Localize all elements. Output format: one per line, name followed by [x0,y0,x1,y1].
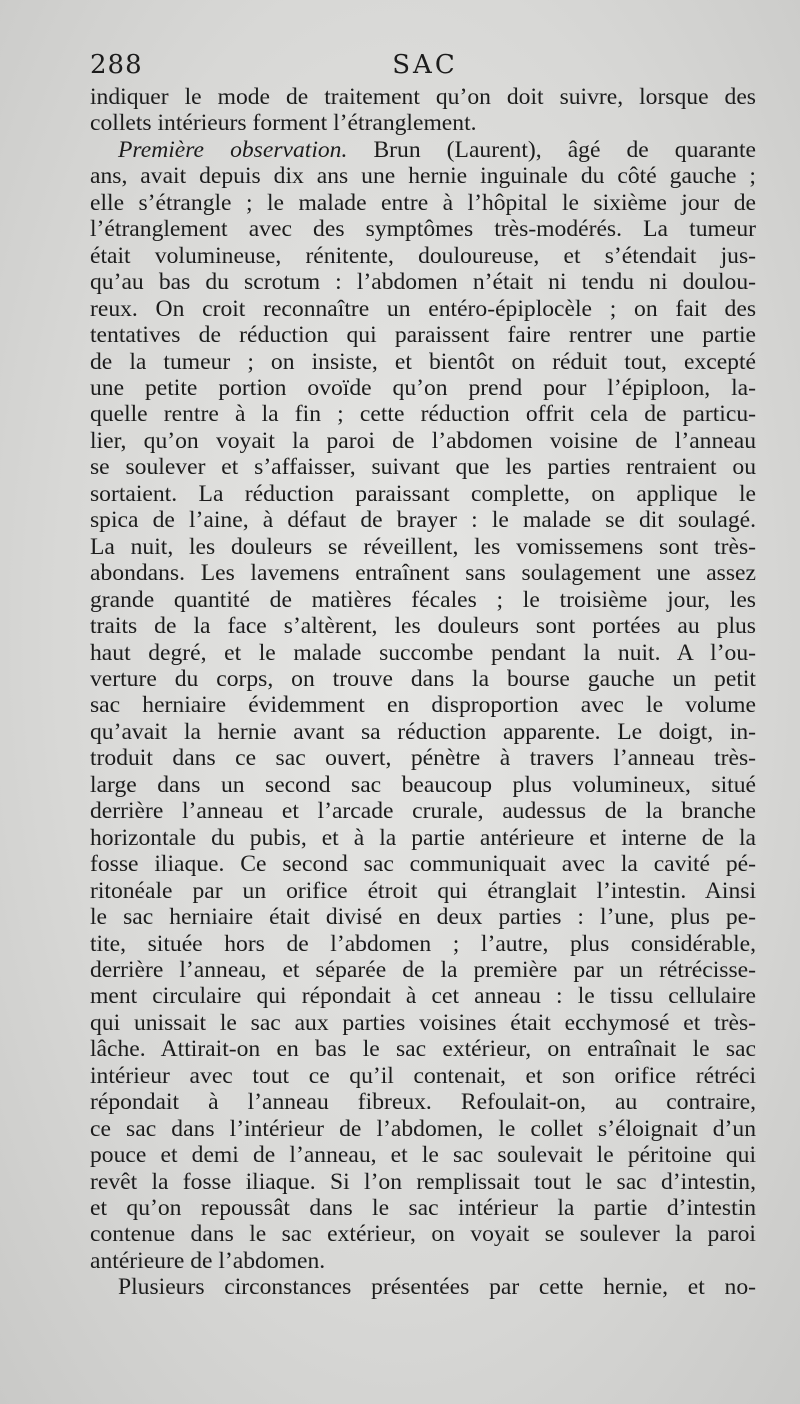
text-line: tite, située hors de l’abdomen ; l’autre, plus considérable, [90,930,756,957]
text-line: reux. On croit reconnaître un entéro-épiplocèle ; on fait des [90,295,756,322]
text-line: une petite portion ovoïde qu’on prend pour l’épiploon, la- [90,374,756,401]
text-line: derrière l’anneau, et séparée de la première par un rétrécisse- [90,956,756,983]
text-line: l’étranglement avec des symptômes très-modérés. La tumeur [90,216,756,243]
text-line: lier, qu’on voyait la paroi de l’abdomen voisine de l’anneau [90,427,756,454]
text-line: sortaient. La réduction paraissant complette, on applique le [90,480,756,507]
text-line: fosse iliaque. Ce second sac communiquait avec la cavité pé- [90,851,756,878]
text-line: ce sac dans l’intérieur de l’abdomen, le collet s’éloignait d’un [90,1115,756,1142]
text-line: haut degré, et le malade succombe pendant la nuit. A l’ou- [90,639,756,666]
text-line: était volumineuse, rénitente, douloureuse, et s’étendait jus- [90,242,756,269]
text-line: derrière l’anneau et l’arcade crurale, audessus de la branche [90,798,756,825]
text-line: qu’avait la hernie avant sa réduction apparente. Le doigt, in- [90,718,756,745]
text-line: traits de la face s’altèrent, les douleurs sont portées au plus [90,613,756,640]
text-line: qu’au bas du scrotum : l’abdomen n’était ni tendu ni doulou- [90,269,756,296]
text-line: intérieur avec tout ce qu’il contenait, et son orifice rétréci [90,1062,756,1089]
text-line: tentatives de réduction qui paraissent faire rentrer une partie [90,322,756,349]
text-line: lâche. Attirait-on en bas le sac extérieur, on entraînait le sac [90,1036,756,1063]
text-line: ment circulaire qui répondait à cet anneau : le tissu cellulaire [90,983,756,1010]
text-line: grande quantité de matières fécales ; le troisième jour, les [90,586,756,613]
text-line: elle s’étrangle ; le malade entre à l’hôpital le sixième jour de [90,189,756,216]
text-line: spica de l’aine, à défaut de brayer : le malade se dit soulagé. [90,507,756,534]
page-number: 288 [90,50,143,80]
body-text [90,84,756,1301]
text-line: le sac herniaire était divisé en deux parties : l’une, plus pe- [90,904,756,931]
text-line: La nuit, les douleurs se réveillent, les vomissemens sont très- [90,533,756,560]
text-line: revêt la fosse iliaque. Si l’on remplissait tout le sac d’intestin, [90,1168,756,1195]
text-line: ans, avait depuis dix ans une hernie inguinale du côté gauche ; [90,163,756,190]
text-line: troduit dans ce sac ouvert, pénètre à travers l’anneau très- [90,745,756,772]
text-line: se soulever et s’affaisser, suivant que les parties rentraient ou [90,454,756,481]
text-line: qui unissait le sac aux parties voisines était ecchymosé et très- [90,1009,756,1036]
text-line: de la tumeur ; on insiste, et bientôt on réduit tout, excepté [90,348,756,375]
text-line: contenue dans le sac extérieur, on voyait se soulever la paroi [90,1221,756,1248]
text-line: horizontale du pubis, et à la partie antérieure et interne de la [90,824,756,851]
text-line: abondans. Les lavemens entraînent sans soulagement une assez [90,560,756,587]
text-line: antérieure de l’abdomen. [90,1247,326,1274]
text-line: large dans un second sac beaucoup plus volumineux, situé [90,771,756,798]
text-line: répondait à l’anneau fibreux. Refoulait-on, au contraire, [90,1089,756,1116]
text-line: ritonéale par un orifice étroit qui étranglait l’intestin. Ainsi [90,877,756,904]
text-line-fragment: Brun (Laurent), âgé de quarante [373,136,757,163]
text-line: collets intérieurs forment l’étranglement. [90,110,477,137]
text-line: quelle rentre à la fin ; cette réduction offrit cela de particu- [90,401,756,428]
text-line: Plusieurs circonstances présentées par cette hernie, et no- [118,1274,756,1301]
text-line: indiquer le mode de traitement qu’on doit suivre, lorsque des [90,84,756,110]
running-head: SAC [392,50,458,80]
text-line: et qu’on repoussât dans le sac intérieur la partie d’intestin [90,1195,756,1222]
text-line: sac herniaire évidemment en disproportion avec le volume [90,692,756,719]
text-line: verture du corps, on trouve dans la bourse gauche un petit [90,665,756,692]
observation-line [90,137,756,163]
observation-heading: Première observation. [118,136,348,163]
text-line: pouce et demi de l’anneau, et le sac soulevait le péritoine qui [90,1142,756,1169]
